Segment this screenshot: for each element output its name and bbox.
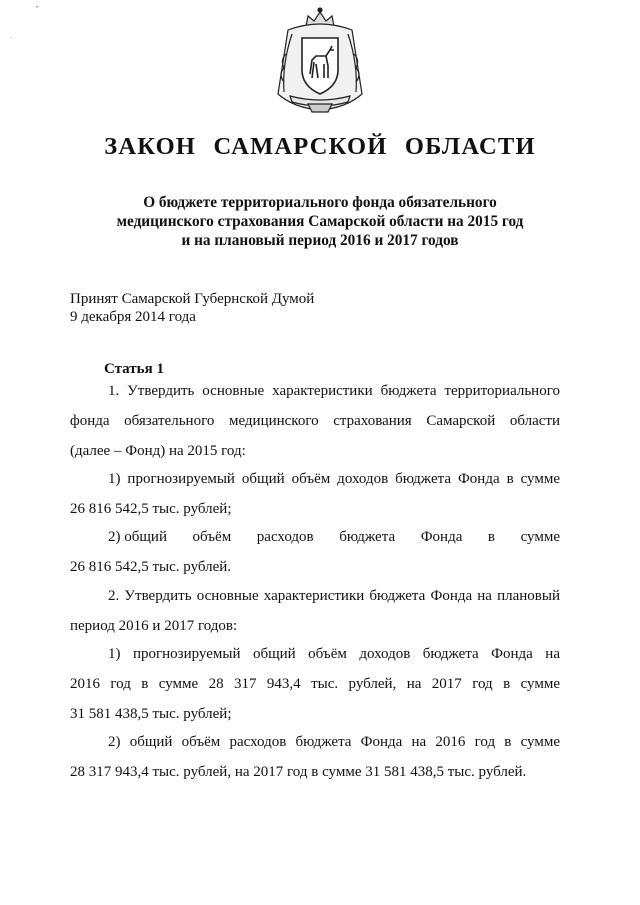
article-heading: Статья 1 <box>104 361 164 377</box>
paragraph-line: 2. Утвердить основные характеристики бюджета Фонда на плановый <box>108 588 560 604</box>
scan-speck: · <box>10 34 13 42</box>
subtitle-line: О бюджете территориального фонда обязательного <box>143 194 497 211</box>
paragraph-line: 26 816 542,5 тыс. рублей; <box>70 501 232 517</box>
paragraph-line: 2) общий объём расходов бюджета Фонда в сумме <box>108 529 560 545</box>
scan-speck: • <box>36 5 39 11</box>
paragraph-line: фонда обязательного медицинского страхования Самарской области <box>70 413 560 429</box>
paragraph-1-2 <box>70 522 560 582</box>
paragraph-line: 28 317 943,4 тыс. рублей, на 2017 год в сумме 31 581 438,5 тыс. рублей. <box>70 764 527 780</box>
paragraph-line: 2016 год в сумме 28 317 943,4 тыс. рублей, на 2017 год в сумме <box>70 676 560 692</box>
paragraph-line: 2) общий объём расходов бюджета Фонда на 2016 год в сумме <box>108 734 560 750</box>
paragraph-line: 1. Утвердить основные характеристики бюджета территориального <box>108 383 560 399</box>
law-subtitle <box>0 193 640 250</box>
adoption-date: 9 декабря 2014 года <box>70 309 196 325</box>
adoption-body: Принят Самарской Губернской Думой <box>70 291 315 307</box>
paragraph-1 <box>70 376 560 466</box>
subtitle-line: и на плановый период 2016 и 2017 годов <box>181 232 459 249</box>
paragraph-1-1 <box>70 464 560 524</box>
paragraph-line: (далее – Фонд) на 2015 год: <box>70 443 246 459</box>
paragraph-line: 1) прогнозируемый общий объём доходов бюджета Фонда на <box>108 646 560 662</box>
paragraph-2 <box>70 581 560 641</box>
law-title: ЗАКОН САМАРСКОЙ ОБЛАСТИ <box>104 133 536 160</box>
paragraph-line: 26 816 542,5 тыс. рублей. <box>70 559 232 575</box>
adoption-info <box>70 290 314 326</box>
paragraph-2-1 <box>70 639 560 729</box>
paragraph-2-2 <box>70 727 560 787</box>
paragraph-line: 1) прогнозируемый общий объём доходов бюджета Фонда в сумме <box>108 471 560 487</box>
paragraph-line: 31 581 438,5 тыс. рублей; <box>70 706 232 722</box>
subtitle-line: медицинского страхования Самарской области на 2015 год <box>116 213 524 230</box>
coat-of-arms-emblem <box>268 4 372 116</box>
paragraph-line: период 2016 и 2017 годов: <box>70 618 238 634</box>
